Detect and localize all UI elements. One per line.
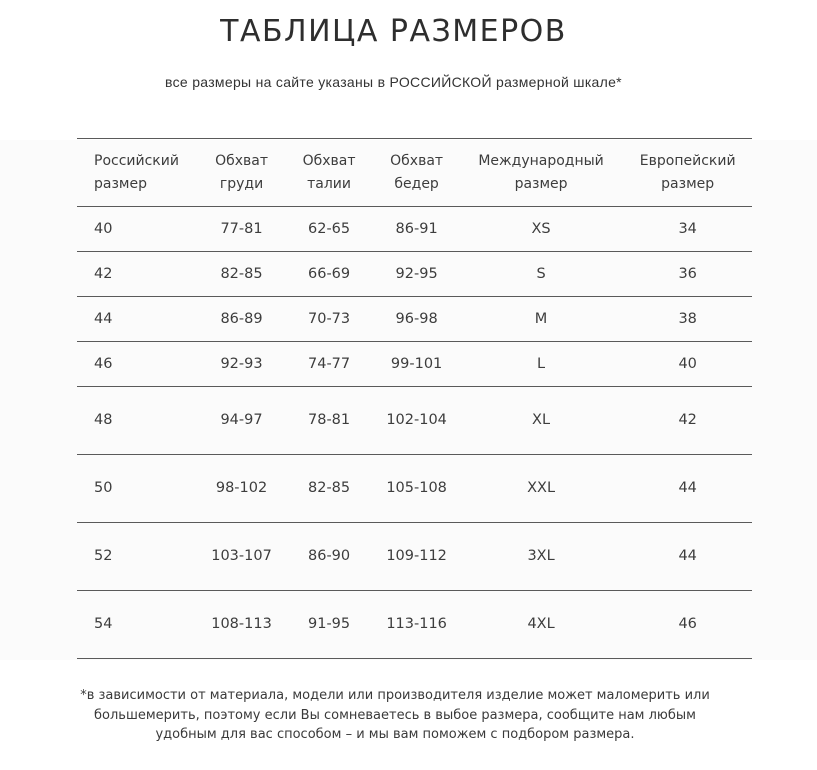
header-international-size: Международный размер: [459, 139, 624, 207]
cell-international-size: L: [459, 342, 624, 387]
header-hips: Обхват бедер: [374, 139, 458, 207]
cell-waist: 62-65: [284, 207, 375, 252]
cell-waist: 86-90: [284, 523, 375, 591]
table-row: [77, 455, 752, 523]
cell-european-size: 46: [623, 591, 752, 659]
cell-russian-size: 52: [77, 523, 199, 591]
table-row: [77, 523, 752, 591]
cell-waist: 66-69: [284, 252, 375, 297]
cell-hips: 105-108: [374, 455, 458, 523]
cell-international-size: XS: [459, 207, 624, 252]
cell-chest: 103-107: [199, 523, 283, 591]
cell-chest: 92-93: [199, 342, 283, 387]
header-waist: Обхват талии: [284, 139, 375, 207]
cell-international-size: S: [459, 252, 624, 297]
cell-waist: 78-81: [284, 387, 375, 455]
cell-european-size: 40: [623, 342, 752, 387]
cell-chest: 94-97: [199, 387, 283, 455]
cell-international-size: M: [459, 297, 624, 342]
cell-russian-size: 42: [77, 252, 199, 297]
cell-hips: 96-98: [374, 297, 458, 342]
cell-russian-size: 50: [77, 455, 199, 523]
header-chest: Обхват груди: [199, 139, 283, 207]
cell-european-size: 34: [623, 207, 752, 252]
header-russian-size: Российский размер: [77, 139, 199, 207]
cell-european-size: 36: [623, 252, 752, 297]
cell-chest: 82-85: [199, 252, 283, 297]
table-row: [77, 387, 752, 455]
cell-international-size: 3XL: [459, 523, 624, 591]
cell-russian-size: 40: [77, 207, 199, 252]
cell-hips: 99-101: [374, 342, 458, 387]
cell-international-size: 4XL: [459, 591, 624, 659]
header-european-size: Европейский размер: [623, 139, 752, 207]
cell-waist: 70-73: [284, 297, 375, 342]
cell-hips: 109-112: [374, 523, 458, 591]
cell-european-size: 38: [623, 297, 752, 342]
cell-russian-size: 44: [77, 297, 199, 342]
cell-hips: 102-104: [374, 387, 458, 455]
size-table: [77, 138, 752, 659]
cell-european-size: 44: [623, 455, 752, 523]
cell-international-size: XXL: [459, 455, 624, 523]
cell-waist: 74-77: [284, 342, 375, 387]
cell-russian-size: 46: [77, 342, 199, 387]
cell-chest: 98-102: [199, 455, 283, 523]
table-row: [77, 342, 752, 387]
table-row: [77, 591, 752, 659]
table-row: [77, 252, 752, 297]
cell-russian-size: 54: [77, 591, 199, 659]
cell-hips: 86-91: [374, 207, 458, 252]
cell-russian-size: 48: [77, 387, 199, 455]
cell-international-size: XL: [459, 387, 624, 455]
cell-hips: 113-116: [374, 591, 458, 659]
page-title: ТАБЛИЦА РАЗМЕРОВ: [220, 14, 567, 49]
cell-european-size: 42: [623, 387, 752, 455]
cell-waist: 82-85: [284, 455, 375, 523]
table-row: [77, 207, 752, 252]
cell-waist: 91-95: [284, 591, 375, 659]
cell-chest: 77-81: [199, 207, 283, 252]
cell-chest: 86-89: [199, 297, 283, 342]
cell-hips: 92-95: [374, 252, 458, 297]
table-header-row: [77, 139, 752, 207]
page-subtitle: все размеры на сайте указаны в РОССИЙСКОЙ размерной шкале*: [165, 74, 622, 90]
cell-european-size: 44: [623, 523, 752, 591]
cell-chest: 108-113: [199, 591, 283, 659]
table-row: [77, 297, 752, 342]
footnote: *в зависимости от материала, модели или производителя изделие может маломерить или большемерить, поэтому если Вы сомневаетесь в выбое размера, сообщите нам любым удобным для вас способом – и мы вам поможем с подбором размера.: [80, 688, 710, 742]
